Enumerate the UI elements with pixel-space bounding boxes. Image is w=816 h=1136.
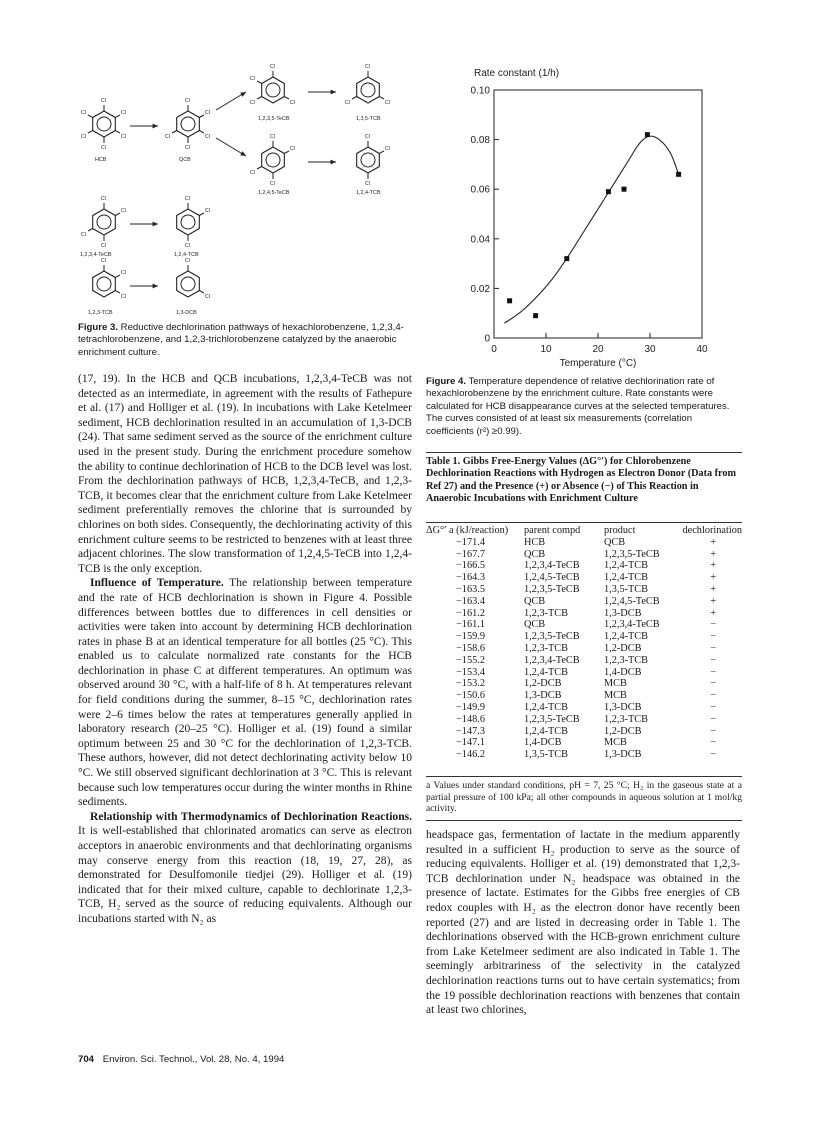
cell-parent: 1,2,4-TCB bbox=[524, 666, 569, 678]
table-row bbox=[426, 596, 742, 608]
tecb-1245-structure bbox=[257, 141, 289, 179]
y-tick-label: 0.06 bbox=[470, 184, 490, 196]
cell-product: 1,2-DCB bbox=[604, 725, 642, 737]
cl-label: Cl bbox=[101, 145, 106, 151]
cl-label: Cl bbox=[270, 64, 275, 70]
x-tick-label: 30 bbox=[644, 344, 656, 355]
label-13-dcb: 1,3-DCB bbox=[176, 310, 197, 316]
cl-label: Cl bbox=[185, 196, 190, 202]
left-paragraph-2-text: The relationship between temperature and the rate of HCB dechlorination is shown in Figure 4. Possible differences between bottles due to differences in cell densities or activities were taken into account by determining HCB dechlorination rates in phase B at an identical temperature for all bottles (25 °C). This enabled us to calculate normalized rate constants for the HCB dechlorination in phase C at different temperatures. An optimum was observed around 30 °C, with a half-life of 8 h. At temperatures relevant for field conditions during the summer, 8–15 °C, dechlorination rates were 2–6 times below the rates at temperatures generally applied in laboratory research (20–25 °C). Holliger et al. (19) found a similar optimum between 25 and 30 °C for the dechlorination of 1,2,3-TCB. These authors, however, did not detect dechlorinating activity below 10 °C. We still observed significant dechlorination at 3 °C. This is relevant because such low temperatures occur during the winter months in Rhine sediments. bbox=[78, 577, 412, 809]
cl-label: Cl bbox=[290, 100, 295, 106]
data-point bbox=[606, 189, 611, 194]
cell-dechlorination: − bbox=[710, 690, 716, 702]
figure3-diagram bbox=[78, 62, 418, 322]
left-paragraph-3-text: It is well-established that chlorinated aromatics can serve as electron acceptors in anaerobic environments and that dechlorinating organisms may conserve energy from this reaction (18, 19, 27, 28), as demonstrated for Desulfomonile tiedjei (29). Holliger et al. (19) indicated that for their mixed culture, capable to dechlorinate 1,2,3-TCB, H₂ served as the source of reducing equivalents. Although our incubations started with N₂ as bbox=[78, 825, 412, 925]
cl-label: Cl bbox=[250, 170, 255, 176]
cell-dechlorination: + bbox=[710, 560, 716, 572]
figure4-caption-text: Temperature dependence of relative dechlorination rate of hexachlorobenzene by the enrichment culture. Rate constants were calculated for HCB disappearance curves at the selected temperatures. The curves consisted of at least six measurements (correlation coefficients (r²) ≥0.99). bbox=[426, 376, 730, 437]
cl-label: Cl bbox=[185, 98, 190, 104]
table-row bbox=[426, 619, 742, 631]
data-point bbox=[622, 187, 627, 192]
data-point bbox=[533, 313, 538, 318]
cl-label: Cl bbox=[270, 134, 275, 140]
right-column-text bbox=[426, 828, 740, 1018]
table-bottom-rule bbox=[426, 776, 742, 777]
table1 bbox=[426, 525, 742, 761]
chart-xlabel: Temperature (°C) bbox=[559, 358, 637, 369]
label-hcb: HCB bbox=[95, 157, 107, 163]
cell-parent: 1,2,4-TCB bbox=[524, 725, 569, 737]
arrow-qcb-1245 bbox=[216, 138, 246, 156]
cell-dechlorination: − bbox=[710, 654, 716, 666]
cl-label: Cl bbox=[81, 232, 86, 238]
cell-product: MCB bbox=[604, 690, 627, 702]
left-paragraph-1: (17, 19). In the HCB and QCB incubations, 1,2,3,4-TeCB was not detected as an intermediate, in agreement with the results of Fathepure et al. (17) and Holliger et al. (19). In incubations with Lake Ketelmeer sediment, HCB dechlorination resulted in an accumulation of 1,3-DCB (24). That same sediment served as the source of the enrichment culture used in the present study. During the enrichment procedure somehow the ability to continue dechlorination of HCB to the DCB level was lost. From the dechlorination pathways of HCB, 1,2,3,4-TeCB, and 1,2,3-TCB, it becomes clear that the enrichment culture from Lake Ketelmeer sediment preferentially removes the chlorine that is surrounded by chlorines on both sides. Consequently, the dechlorinating activity of this enrichment culture seems to be restricted to benzenes with at least three adjacent chlorines. The slow transformation of 1,2,4,5-TeCB into 1,2,4-TCB is the only exception. bbox=[78, 373, 412, 575]
tcb-135-structure bbox=[352, 71, 384, 103]
label-1234-tecb: 1,2,3,4-TeCB bbox=[80, 252, 112, 258]
cl-label: Cl bbox=[81, 134, 86, 140]
table-row bbox=[426, 631, 742, 643]
cl-label: Cl bbox=[121, 294, 126, 300]
x-tick-label: 20 bbox=[592, 344, 604, 355]
data-point bbox=[564, 256, 569, 261]
cell-parent: 1,4-DCB bbox=[524, 737, 562, 749]
qcb-structure bbox=[172, 105, 204, 143]
data-points bbox=[507, 132, 681, 318]
table-row bbox=[426, 690, 742, 702]
cell-dechlorination: − bbox=[710, 749, 716, 761]
table-row bbox=[426, 737, 742, 749]
left-paragraph-3 bbox=[78, 810, 412, 927]
label-1235-tecb: 1,2,3,5-TeCB bbox=[258, 116, 290, 122]
cl-label: Cl bbox=[121, 208, 126, 214]
y-tick-label: 0.08 bbox=[470, 135, 490, 147]
tecb-1234-structure bbox=[88, 203, 120, 241]
cl-label: Cl bbox=[345, 100, 350, 106]
cell-parent: 1,2,3,5-TeCB bbox=[524, 631, 580, 643]
tecb-1235-structure bbox=[257, 71, 289, 103]
cell-product: 1,2,3,4-TeCB bbox=[604, 619, 660, 631]
cell-dechlorination: − bbox=[710, 725, 716, 737]
header-deltaG: ΔG°′ a (kJ/reaction) bbox=[426, 525, 509, 536]
cell-parent: HCB bbox=[524, 536, 546, 548]
cell-parent: 1,2,3,4-TeCB bbox=[524, 560, 580, 572]
cell-dechlorination: − bbox=[710, 701, 716, 713]
table-row bbox=[426, 678, 742, 690]
data-point bbox=[645, 132, 650, 137]
x-tick-label: 10 bbox=[540, 344, 552, 355]
table-row bbox=[426, 714, 742, 726]
cell-dechlorination: + bbox=[710, 595, 716, 607]
cell-deltaG: −167.7 bbox=[456, 548, 485, 560]
cl-label: Cl bbox=[205, 134, 210, 140]
dcb-13-structure bbox=[177, 265, 204, 297]
cl-label: Cl bbox=[185, 258, 190, 264]
cell-parent: 1,2-DCB bbox=[524, 678, 562, 690]
cl-label: Cl bbox=[121, 110, 126, 116]
table-header-row bbox=[426, 525, 742, 537]
cell-dechlorination: + bbox=[710, 536, 716, 548]
cell-product: 1,2,3-TCB bbox=[604, 713, 649, 725]
cell-dechlorination: − bbox=[710, 737, 716, 749]
right-paragraph-1: headspace gas, fermentation of lactate in the medium apparently resulted in a sufficient H₂ production to serve as the source of reducing equivalents. Holliger et al. (19) demonstrated that 1,2,3-TCB dechlorination under N₂ headspace was obtained in the presence of lactate. Estimates for the Gibbs free energies of CB redox couples with H₂ as the electron donor have recently been reported (27) and are listed in decreasing order in Table 1. The dechlorinations observed with the HCB-grown enrichment culture from Lake Ketelmeer sediment are also indicated in Table 1. The seemingly arbitrariness of the selectivity in the catalyzed dechlorination reactions turns out to have certain systematics; from the 19 possible dechlorination reactions with benzenes that contain at least two chlorines, bbox=[426, 829, 740, 1017]
cell-dechlorination: − bbox=[710, 631, 716, 643]
cell-product: QCB bbox=[604, 536, 626, 548]
table1-body bbox=[426, 537, 742, 761]
plot-frame bbox=[494, 90, 702, 338]
cl-label: Cl bbox=[185, 243, 190, 249]
cell-deltaG: −148.6 bbox=[456, 713, 485, 725]
data-point bbox=[507, 298, 512, 303]
table1-title: Table 1. Gibbs Free-Energy Values (ΔG°′) for Chlorobenzene Dechlorination Reactions with Hydrogen as Electron Donor (Data from Ref 27) and the Presence (+) or Absence (−) of This Reaction in Anaerobic Incubations with Enrichment Culture bbox=[426, 456, 736, 505]
cl-labels bbox=[81, 64, 390, 300]
table-row bbox=[426, 572, 742, 584]
cl-label: Cl bbox=[101, 196, 106, 202]
cell-product: 1,2,4-TCB bbox=[604, 572, 649, 584]
cell-parent: 1,2,3-TCB bbox=[524, 642, 569, 654]
cell-deltaG: −149.9 bbox=[456, 701, 485, 713]
cell-deltaG: −164.3 bbox=[456, 572, 485, 584]
cell-deltaG: −163.4 bbox=[456, 595, 485, 607]
cell-deltaG: −155.2 bbox=[456, 654, 485, 666]
cl-label: Cl bbox=[365, 64, 370, 70]
y-tick-label: 0.10 bbox=[470, 85, 490, 97]
table-end-rule bbox=[426, 820, 742, 821]
left-column-text bbox=[78, 372, 412, 927]
cell-parent: 1,2,3-TCB bbox=[524, 607, 569, 619]
cell-parent: QCB bbox=[524, 619, 546, 631]
hcb-structure bbox=[88, 105, 120, 143]
cell-dechlorination: − bbox=[710, 642, 716, 654]
chart-ylabel: Rate constant (1/h) bbox=[474, 68, 560, 79]
cell-deltaG: −153.4 bbox=[456, 666, 485, 678]
table-header-rule-top bbox=[426, 522, 742, 523]
cell-dechlorination: − bbox=[710, 666, 716, 678]
table-top-rule bbox=[426, 452, 742, 453]
cell-dechlorination: + bbox=[710, 583, 716, 595]
table-row bbox=[426, 667, 742, 679]
cell-product: 1,2,4,5-TeCB bbox=[604, 595, 660, 607]
table1-footnote: a Values under standard conditions, pH = 7, 25 °C; H₂ in the gaseous state at a partial pressure of 100 kPa; all other compounds in aqueous solution at 1 mol/kg activity. bbox=[426, 780, 742, 815]
table-row bbox=[426, 549, 742, 561]
cell-deltaG: −146.2 bbox=[456, 749, 485, 761]
cell-product: 1,2,3,5-TeCB bbox=[604, 548, 660, 560]
cell-dechlorination: + bbox=[710, 548, 716, 560]
y-axis-ticks bbox=[471, 86, 499, 345]
x-tick-label: 0 bbox=[491, 344, 497, 355]
tcb-124-structure bbox=[357, 141, 384, 179]
table-row bbox=[426, 643, 742, 655]
cell-product: MCB bbox=[604, 678, 627, 690]
cell-product: 1,4-DCB bbox=[604, 666, 642, 678]
cell-parent: 1,2,4,5-TeCB bbox=[524, 572, 580, 584]
table-row bbox=[426, 655, 742, 667]
table-row bbox=[426, 749, 742, 761]
x-axis-ticks bbox=[491, 333, 708, 355]
table-row bbox=[426, 584, 742, 596]
cell-dechlorination: + bbox=[710, 572, 716, 584]
label-1245-tecb: 1,2,4,5-TeCB bbox=[258, 190, 290, 196]
left-paragraph-2 bbox=[78, 576, 412, 810]
journal-citation: Environ. Sci. Technol., Vol. 28, No. 4, 1994 bbox=[102, 1054, 285, 1065]
cl-label: Cl bbox=[101, 243, 106, 249]
cell-product: 1,2-DCB bbox=[604, 642, 642, 654]
cell-product: 1,2,4-TCB bbox=[604, 631, 649, 643]
header-parent: parent compd bbox=[524, 525, 581, 536]
cl-label: Cl bbox=[165, 134, 170, 140]
cl-label: Cl bbox=[81, 110, 86, 116]
cell-product: 1,3-DCB bbox=[604, 701, 642, 713]
cell-product: 1,3,5-TCB bbox=[604, 583, 649, 595]
y-tick-label: 0.04 bbox=[470, 234, 490, 246]
data-point bbox=[676, 172, 681, 177]
cl-label: Cl bbox=[185, 145, 190, 151]
cell-product: 1,2,3-TCB bbox=[604, 654, 649, 666]
cell-deltaG: −159.9 bbox=[456, 631, 485, 643]
table-row bbox=[426, 537, 742, 549]
tcb-123-structure bbox=[93, 265, 120, 297]
figure3-caption-text: Reductive dechlorination pathways of hexachlorobenzene, 1,2,3,4-tetrachlorobenzene, and 1,2,3-trichlorobenzene catalyzed by the anaerobic enrichment culture. bbox=[78, 322, 404, 358]
cell-deltaG: −171.4 bbox=[456, 536, 485, 548]
cl-label: Cl bbox=[385, 146, 390, 152]
cell-deltaG: −158.6 bbox=[456, 642, 485, 654]
label-123-tcb: 1,2,3-TCB bbox=[88, 310, 113, 316]
cell-parent: 1,2,3,4-TeCB bbox=[524, 654, 580, 666]
label-135-tcb: 1,3,5-TCB bbox=[356, 116, 381, 122]
cl-label: Cl bbox=[101, 98, 106, 104]
cell-dechlorination: − bbox=[710, 678, 716, 690]
header-dechlorination: dechlorination bbox=[682, 525, 742, 536]
cell-parent: QCB bbox=[524, 548, 546, 560]
cell-deltaG: −163.5 bbox=[456, 583, 485, 595]
cell-product: 1,3-DCB bbox=[604, 749, 642, 761]
table-row bbox=[426, 608, 742, 620]
cell-deltaG: −147.3 bbox=[456, 725, 485, 737]
cl-label: Cl bbox=[121, 134, 126, 140]
figure4-caption bbox=[426, 376, 742, 438]
cl-label: Cl bbox=[205, 294, 210, 300]
cell-parent: 1,2,4-TCB bbox=[524, 701, 569, 713]
cell-dechlorination: − bbox=[710, 713, 716, 725]
y-tick-label: 0.02 bbox=[470, 283, 490, 295]
label-qcb: QCB bbox=[179, 157, 191, 163]
page-footer bbox=[78, 1054, 284, 1065]
cl-label: Cl bbox=[101, 258, 106, 264]
cell-product: MCB bbox=[604, 737, 627, 749]
cell-deltaG: −147.1 bbox=[456, 737, 485, 749]
cl-label: Cl bbox=[385, 100, 390, 106]
cl-label: Cl bbox=[365, 134, 370, 140]
cl-label: Cl bbox=[250, 100, 255, 106]
cell-dechlorination: − bbox=[710, 619, 716, 631]
cell-product: 1,2,4-TCB bbox=[604, 560, 649, 572]
table-row bbox=[426, 702, 742, 714]
figure4-chart bbox=[426, 62, 740, 372]
cell-parent: QCB bbox=[524, 595, 546, 607]
y-tick-label: 0 bbox=[484, 333, 490, 345]
cell-parent: 1,2,3,5-TeCB bbox=[524, 713, 580, 725]
cl-label: Cl bbox=[205, 208, 210, 214]
heading-thermodynamics: Relationship with Thermodynamics of Dechlorination Reactions. bbox=[90, 810, 412, 823]
figure3-caption bbox=[78, 322, 414, 359]
heading-temperature: Influence of Temperature. bbox=[90, 577, 224, 590]
table-row bbox=[426, 726, 742, 738]
page-number: 704 bbox=[78, 1054, 95, 1065]
cl-label: Cl bbox=[250, 76, 255, 82]
cl-label: Cl bbox=[270, 181, 275, 187]
figure3-caption-label: Figure 3. bbox=[78, 322, 118, 333]
cell-deltaG: −161.1 bbox=[456, 619, 485, 631]
cell-deltaG: −153.2 bbox=[456, 678, 485, 690]
cl-label: Cl bbox=[205, 110, 210, 116]
header-product: product bbox=[604, 525, 636, 536]
cell-dechlorination: + bbox=[710, 607, 716, 619]
label-124-tcb: 1,2,4-TCB bbox=[356, 190, 381, 196]
cell-deltaG: −166.5 bbox=[456, 560, 485, 572]
fit-curve bbox=[504, 136, 678, 323]
tcb-124-structure-2 bbox=[177, 203, 204, 241]
cell-deltaG: −161.2 bbox=[456, 607, 485, 619]
cell-deltaG: −150.6 bbox=[456, 690, 485, 702]
label-124-tcb-2: 1,2,4-TCB bbox=[174, 252, 199, 258]
cell-parent: 1,3-DCB bbox=[524, 690, 562, 702]
cell-parent: 1,2,3,5-TeCB bbox=[524, 583, 580, 595]
table-row bbox=[426, 560, 742, 572]
cl-label: Cl bbox=[290, 146, 295, 152]
cell-product: 1,3-DCB bbox=[604, 607, 642, 619]
cl-label: Cl bbox=[365, 181, 370, 187]
x-tick-label: 40 bbox=[696, 344, 708, 355]
cl-label: Cl bbox=[121, 270, 126, 276]
figure4-caption-label: Figure 4. bbox=[426, 376, 466, 387]
arrow-qcb-1235 bbox=[216, 92, 246, 110]
cell-parent: 1,3,5-TCB bbox=[524, 749, 569, 761]
